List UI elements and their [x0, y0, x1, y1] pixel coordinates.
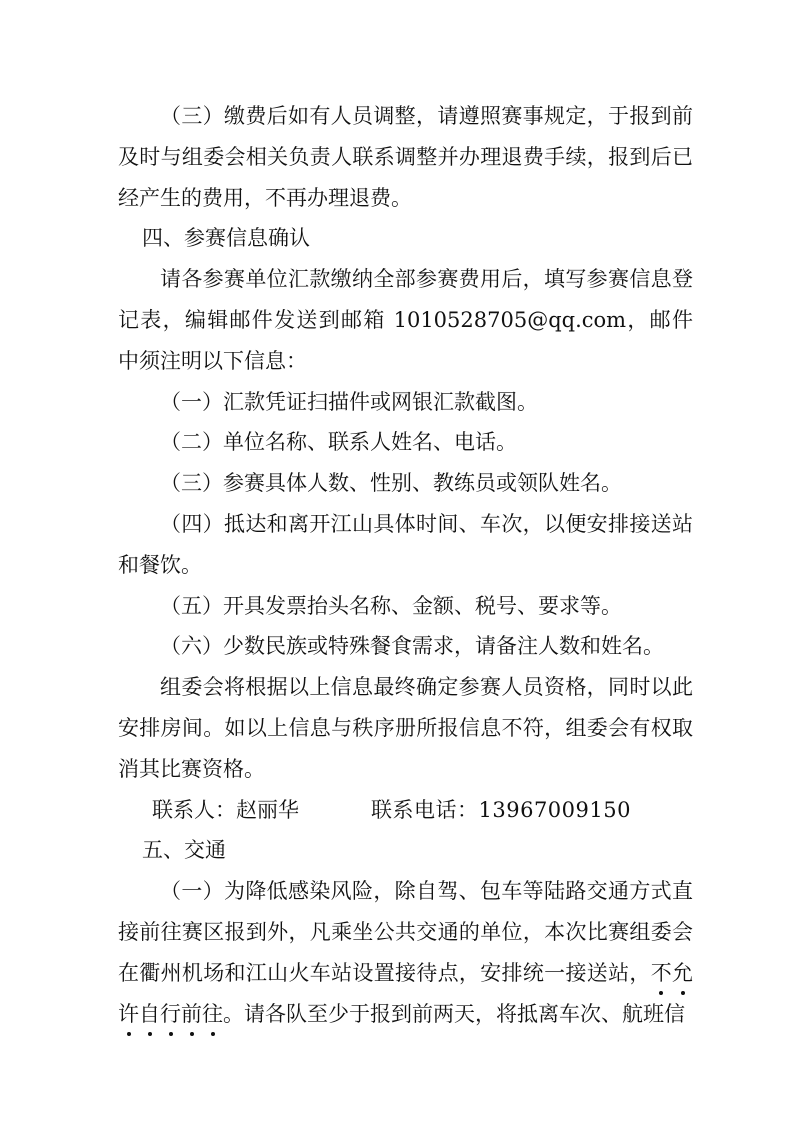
list-item-unit-contact: （二）单位名称、联系人姓名、电话。: [160, 430, 517, 455]
emphasis-char: 前: [181, 1001, 202, 1026]
emphasis-char: 行: [160, 1001, 181, 1026]
list-item-dietary: （六）少数民族或特殊餐食需求，请备注人数和姓名。: [160, 634, 664, 659]
list-item-participants: （三）参赛具体人数、性别、教练员或领队姓名。: [160, 471, 622, 496]
document-body: [118, 96, 693, 1034]
paragraph-transport: [118, 871, 693, 1034]
transport-text-a: （一）为降低感染风险，除自驾、包车等陆路交通方式直接前往赛区报到外，凡乘坐公共交通的单位，本次比赛组委会在衢州机场和江山火车站设置接待点，安排统一接送站，: [118, 879, 693, 985]
emphasis-char: 不: [650, 960, 673, 985]
emphasis-char: 往: [202, 1001, 223, 1026]
list-item-remittance: （一）汇款凭证扫描件或网银汇款截图。: [160, 389, 538, 414]
paragraph-qualification: 组委会将根据以上信息最终确定参赛人员资格，同时以此安排房间。如以上信息与秩序册所报信息不符，组委会有权取消其比赛资格。: [118, 675, 693, 781]
paragraph-refund-adjustment: （三）缴费后如有人员调整，请遵照赛事规定，于报到前及时与组委会相关负责人联系调整并办理退费手续，报到后已经产生的费用，不再办理退费。: [118, 104, 693, 210]
section-heading-transport: 五、交通: [142, 838, 226, 863]
section-heading-info-confirm: 四、参赛信息确认: [142, 226, 310, 251]
emphasis-char: 许: [118, 1001, 139, 1026]
contact-phone: 联系电话：13967009150: [371, 797, 631, 822]
list-item-invoice: （五）开具发票抬头名称、金额、税号、要求等。: [160, 593, 622, 618]
emphasis-char: 允: [672, 960, 694, 985]
contact-line: [118, 790, 693, 831]
list-item-arrival-departure: （四）抵达和离开江山具体时间、车次，以便安排接送站和餐饮。: [118, 511, 693, 577]
transport-text-c: 。请各队至少于报到前两天，将抵离车次、航班信: [223, 1001, 685, 1026]
emphasis-char: 自: [139, 1001, 160, 1026]
contact-person: 联系人：赵丽华: [152, 797, 299, 822]
paragraph-email-instructions: 请各参赛单位汇款缴纳全部参赛费用后，填写参赛信息登记表，编辑邮件发送到邮箱 1010528705@qq.com，邮件中须注明以下信息：: [118, 267, 693, 373]
